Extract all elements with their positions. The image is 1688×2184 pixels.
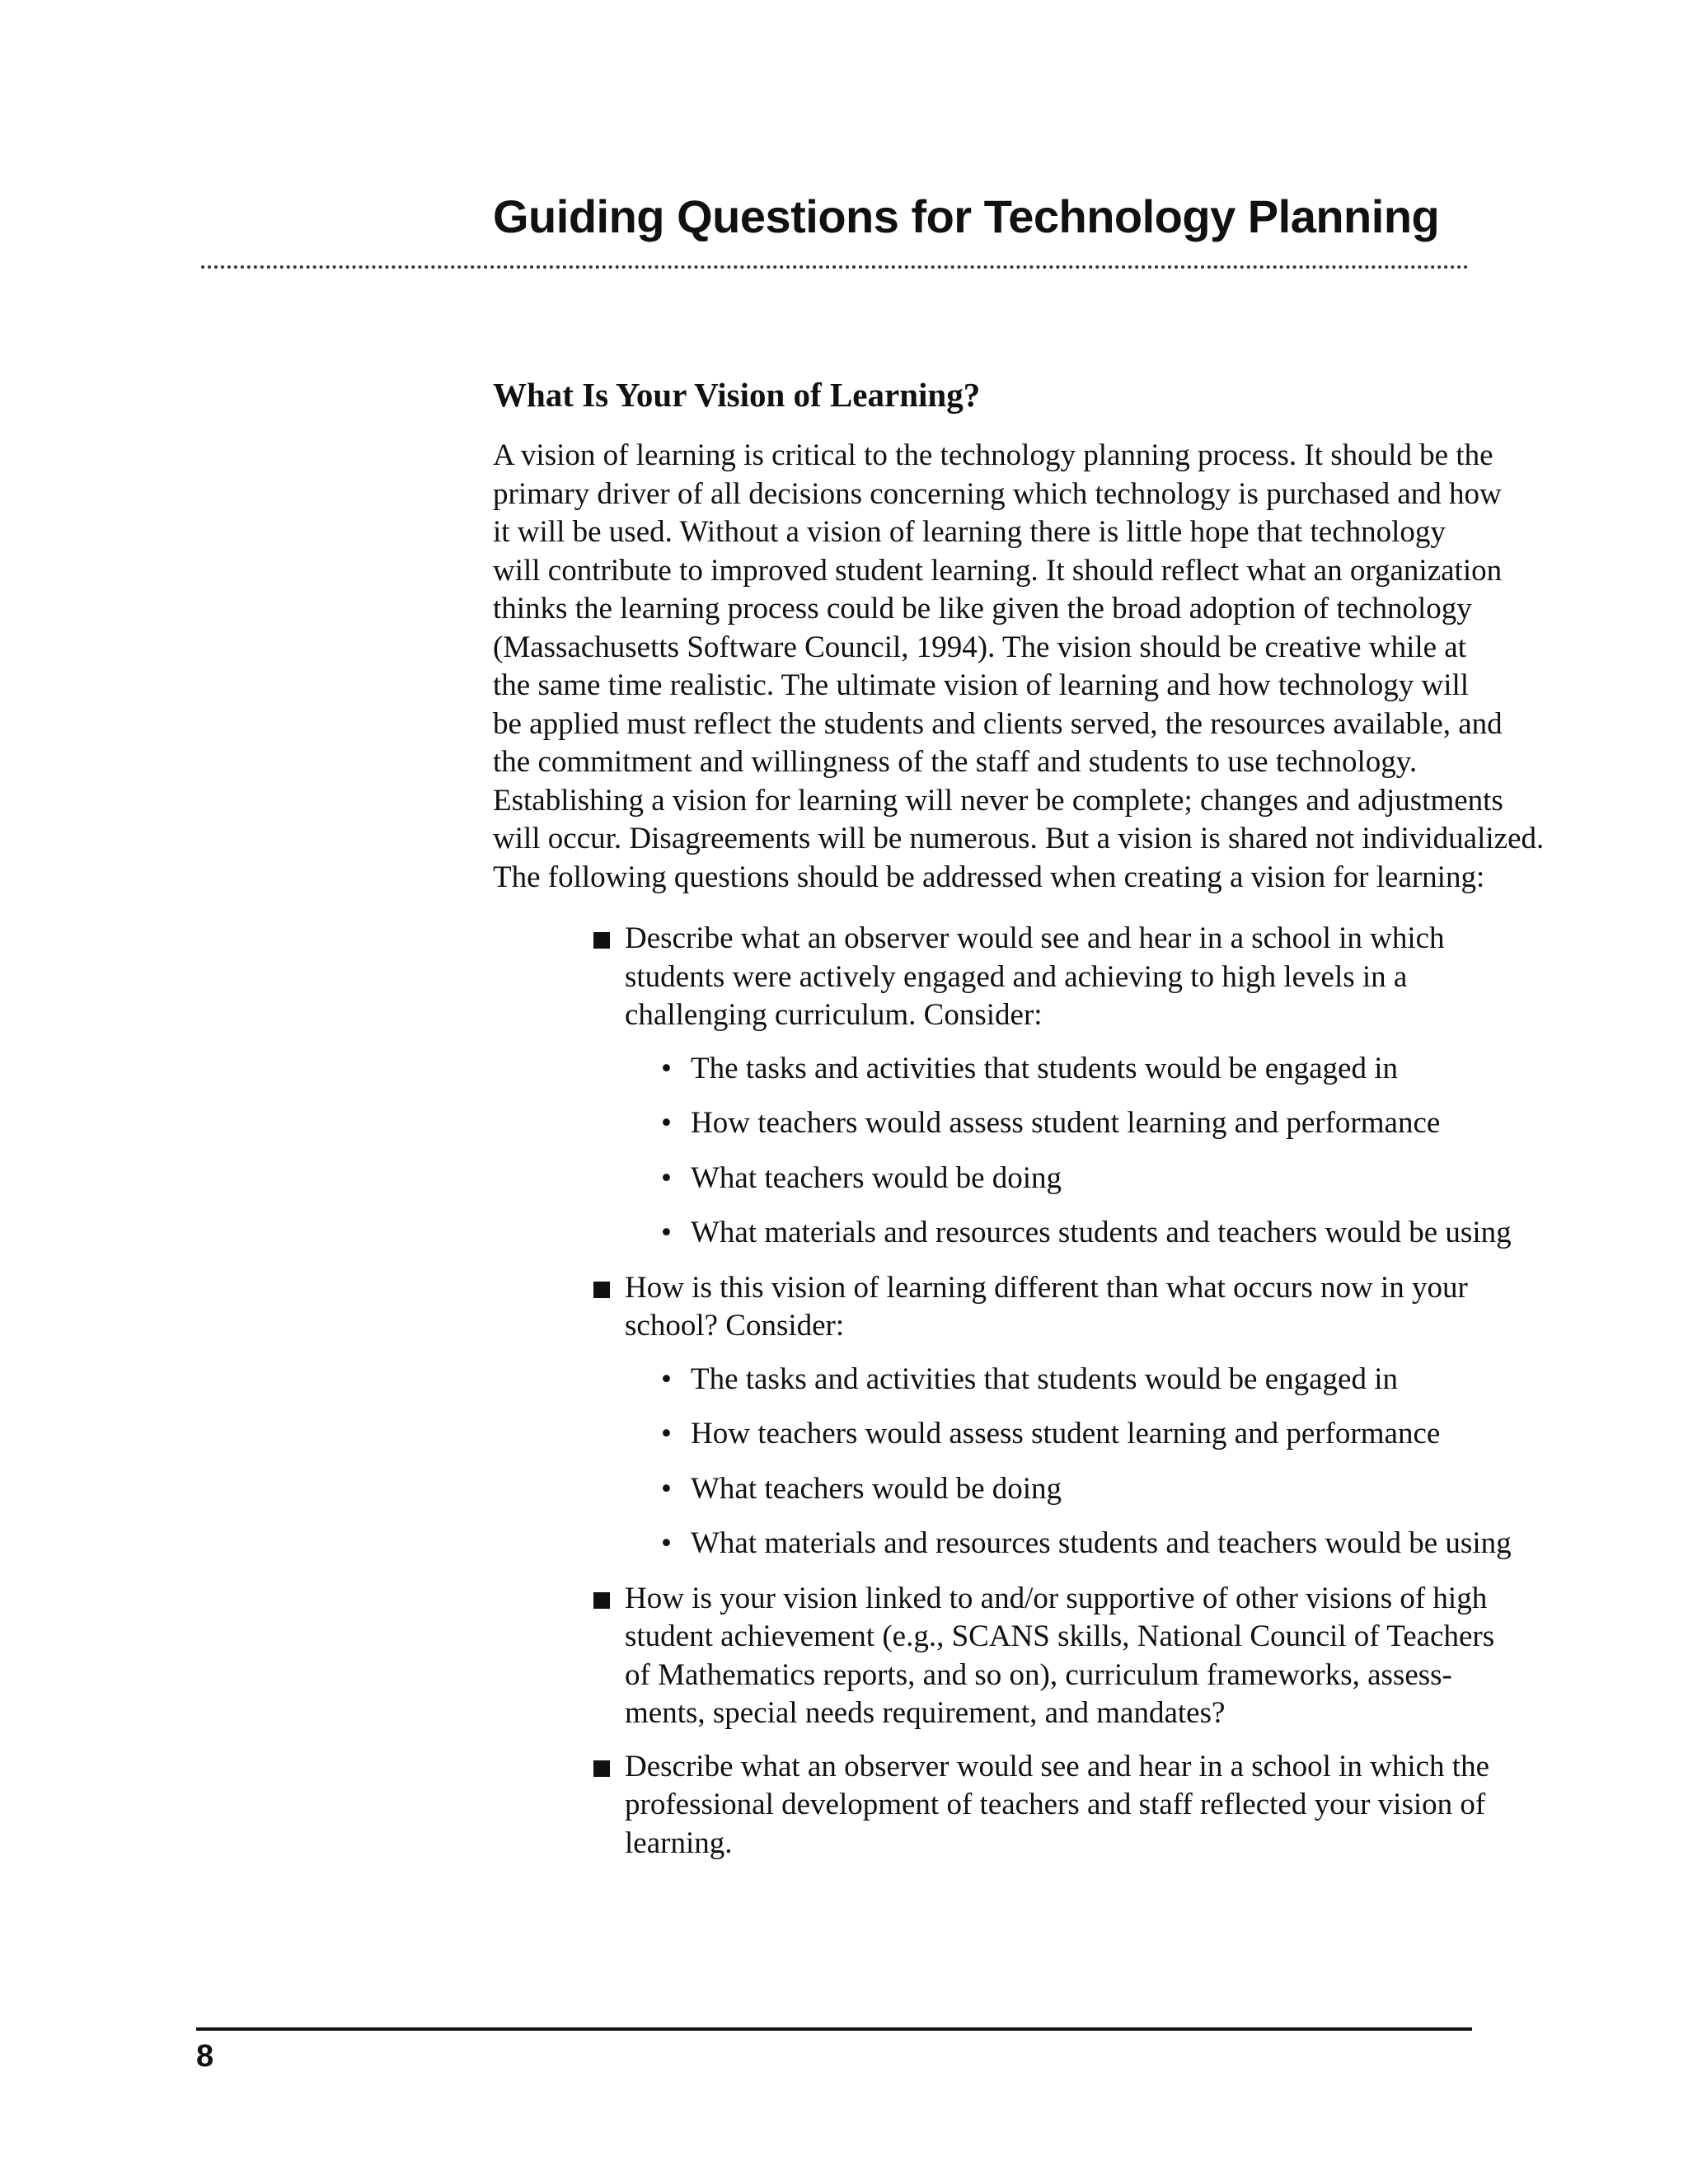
question-line: professional development of teachers and staff reflected your vision of	[625, 1788, 1486, 1821]
consideration-item	[625, 1470, 1482, 1509]
question-list	[493, 920, 1512, 1863]
round-bullet-icon: •	[661, 1160, 672, 1195]
main-content	[493, 371, 1545, 1877]
round-bullet-icon: •	[661, 1216, 672, 1249]
question-text	[625, 1580, 1495, 1733]
question-line: school? Consider:	[625, 1309, 845, 1343]
square-bullet-icon	[593, 1760, 610, 1777]
intro-line: (Massachusetts Software Council, 1994). The vision should be creative while at	[493, 630, 1467, 664]
consideration-text: The tasks and activities that students would be engaged in	[691, 1051, 1398, 1085]
consideration-list	[625, 1361, 1512, 1563]
consideration-item	[625, 1214, 1512, 1253]
round-bullet-icon: •	[661, 1526, 672, 1560]
question-line: Describe what an observer would see and hear in a school in which	[625, 921, 1445, 955]
consideration-text: What teachers would be doing	[691, 1160, 1062, 1195]
intro-paragraph	[493, 437, 1545, 897]
intro-line: A vision of learning is critical to the technology planning process. It should be the	[493, 438, 1493, 472]
consideration-item	[625, 1525, 1512, 1563]
consideration-item	[625, 1050, 1482, 1089]
intro-line: it will be used. Without a vision of learning there is little hope that technology	[493, 515, 1446, 549]
consideration-item	[625, 1361, 1482, 1399]
question-item	[493, 920, 1512, 1253]
intro-line: the commitment and willingness of the staff and students to use technology.	[493, 745, 1418, 779]
question-line: challenging curriculum. Consider:	[625, 998, 1043, 1032]
intro-line: The following questions should be addressed when creating a vision for learning:	[493, 860, 1485, 894]
question-text	[625, 1269, 1482, 1346]
question-line: of Mathematics reports, and so on), curriculum frameworks, assess-	[625, 1657, 1452, 1692]
question-line: Describe what an observer would see and hear in a school in which the	[625, 1749, 1490, 1783]
footer-rule	[196, 2027, 1472, 2031]
round-bullet-icon: •	[661, 1051, 672, 1085]
question-line: student achievement (e.g., SCANS skills, National Council of Teachers	[625, 1619, 1495, 1653]
consideration-text: What materials and resources students and teachers would be using	[691, 1526, 1512, 1560]
question-line: How is this vision of learning different than what occurs now in your	[625, 1270, 1468, 1305]
consideration-list	[625, 1050, 1512, 1253]
consideration-text: What materials and resources students and teachers would be using	[691, 1216, 1512, 1249]
question-item	[493, 1580, 1495, 1733]
square-bullet-icon	[593, 932, 610, 949]
question-line: How is your vision linked to and/or supportive of other visions of high	[625, 1581, 1488, 1615]
intro-line: the same time realistic. The ultimate vision of learning and how technology will	[493, 668, 1470, 702]
question-item	[493, 1269, 1512, 1563]
consideration-text: How teachers would assess student learning and performance	[691, 1106, 1441, 1140]
intro-line: thinks the learning process could be like given the broad adoption of technology	[493, 592, 1472, 626]
intro-line: will contribute to improved student learning. It should reflect what an organization	[493, 553, 1503, 588]
question-item	[493, 1748, 1490, 1863]
question-line: students were actively engaged and achieving to high levels in a	[625, 959, 1408, 994]
consideration-text: How teachers would assess student learning and performance	[691, 1417, 1441, 1451]
consideration-item	[625, 1415, 1482, 1454]
square-bullet-icon	[593, 1282, 610, 1298]
consideration-text: The tasks and activities that students would be engaged in	[691, 1361, 1398, 1396]
intro-line: be applied must reflect the students and clients served, the resources available, and	[493, 706, 1503, 741]
round-bullet-icon: •	[661, 1471, 672, 1506]
page-number: 8	[196, 2039, 214, 2074]
question-line: learning.	[625, 1825, 733, 1860]
header-dotted-divider	[201, 265, 1469, 269]
square-bullet-icon	[593, 1592, 610, 1609]
intro-line: Establishing a vision for learning will never be complete; changes and adjustments	[493, 783, 1503, 818]
intro-line: will occur. Disagreements will be numerous. But a vision is shared not individualized.	[493, 822, 1545, 855]
consideration-item	[625, 1104, 1482, 1143]
page-title: Guiding Questions for Technology Planning	[493, 190, 1440, 242]
question-text	[625, 1748, 1490, 1863]
intro-line: primary driver of all decisions concerning which technology is purchased and how	[493, 476, 1502, 511]
round-bullet-icon: •	[661, 1106, 672, 1140]
round-bullet-icon: •	[661, 1361, 672, 1396]
consideration-item	[625, 1160, 1482, 1198]
section-heading: What Is Your Vision of Learning?	[493, 376, 981, 414]
consideration-text: What teachers would be doing	[691, 1471, 1062, 1506]
question-text	[625, 920, 1482, 1035]
question-line: ments, special needs requirement, and mandates?	[625, 1696, 1226, 1730]
round-bullet-icon: •	[661, 1417, 672, 1451]
